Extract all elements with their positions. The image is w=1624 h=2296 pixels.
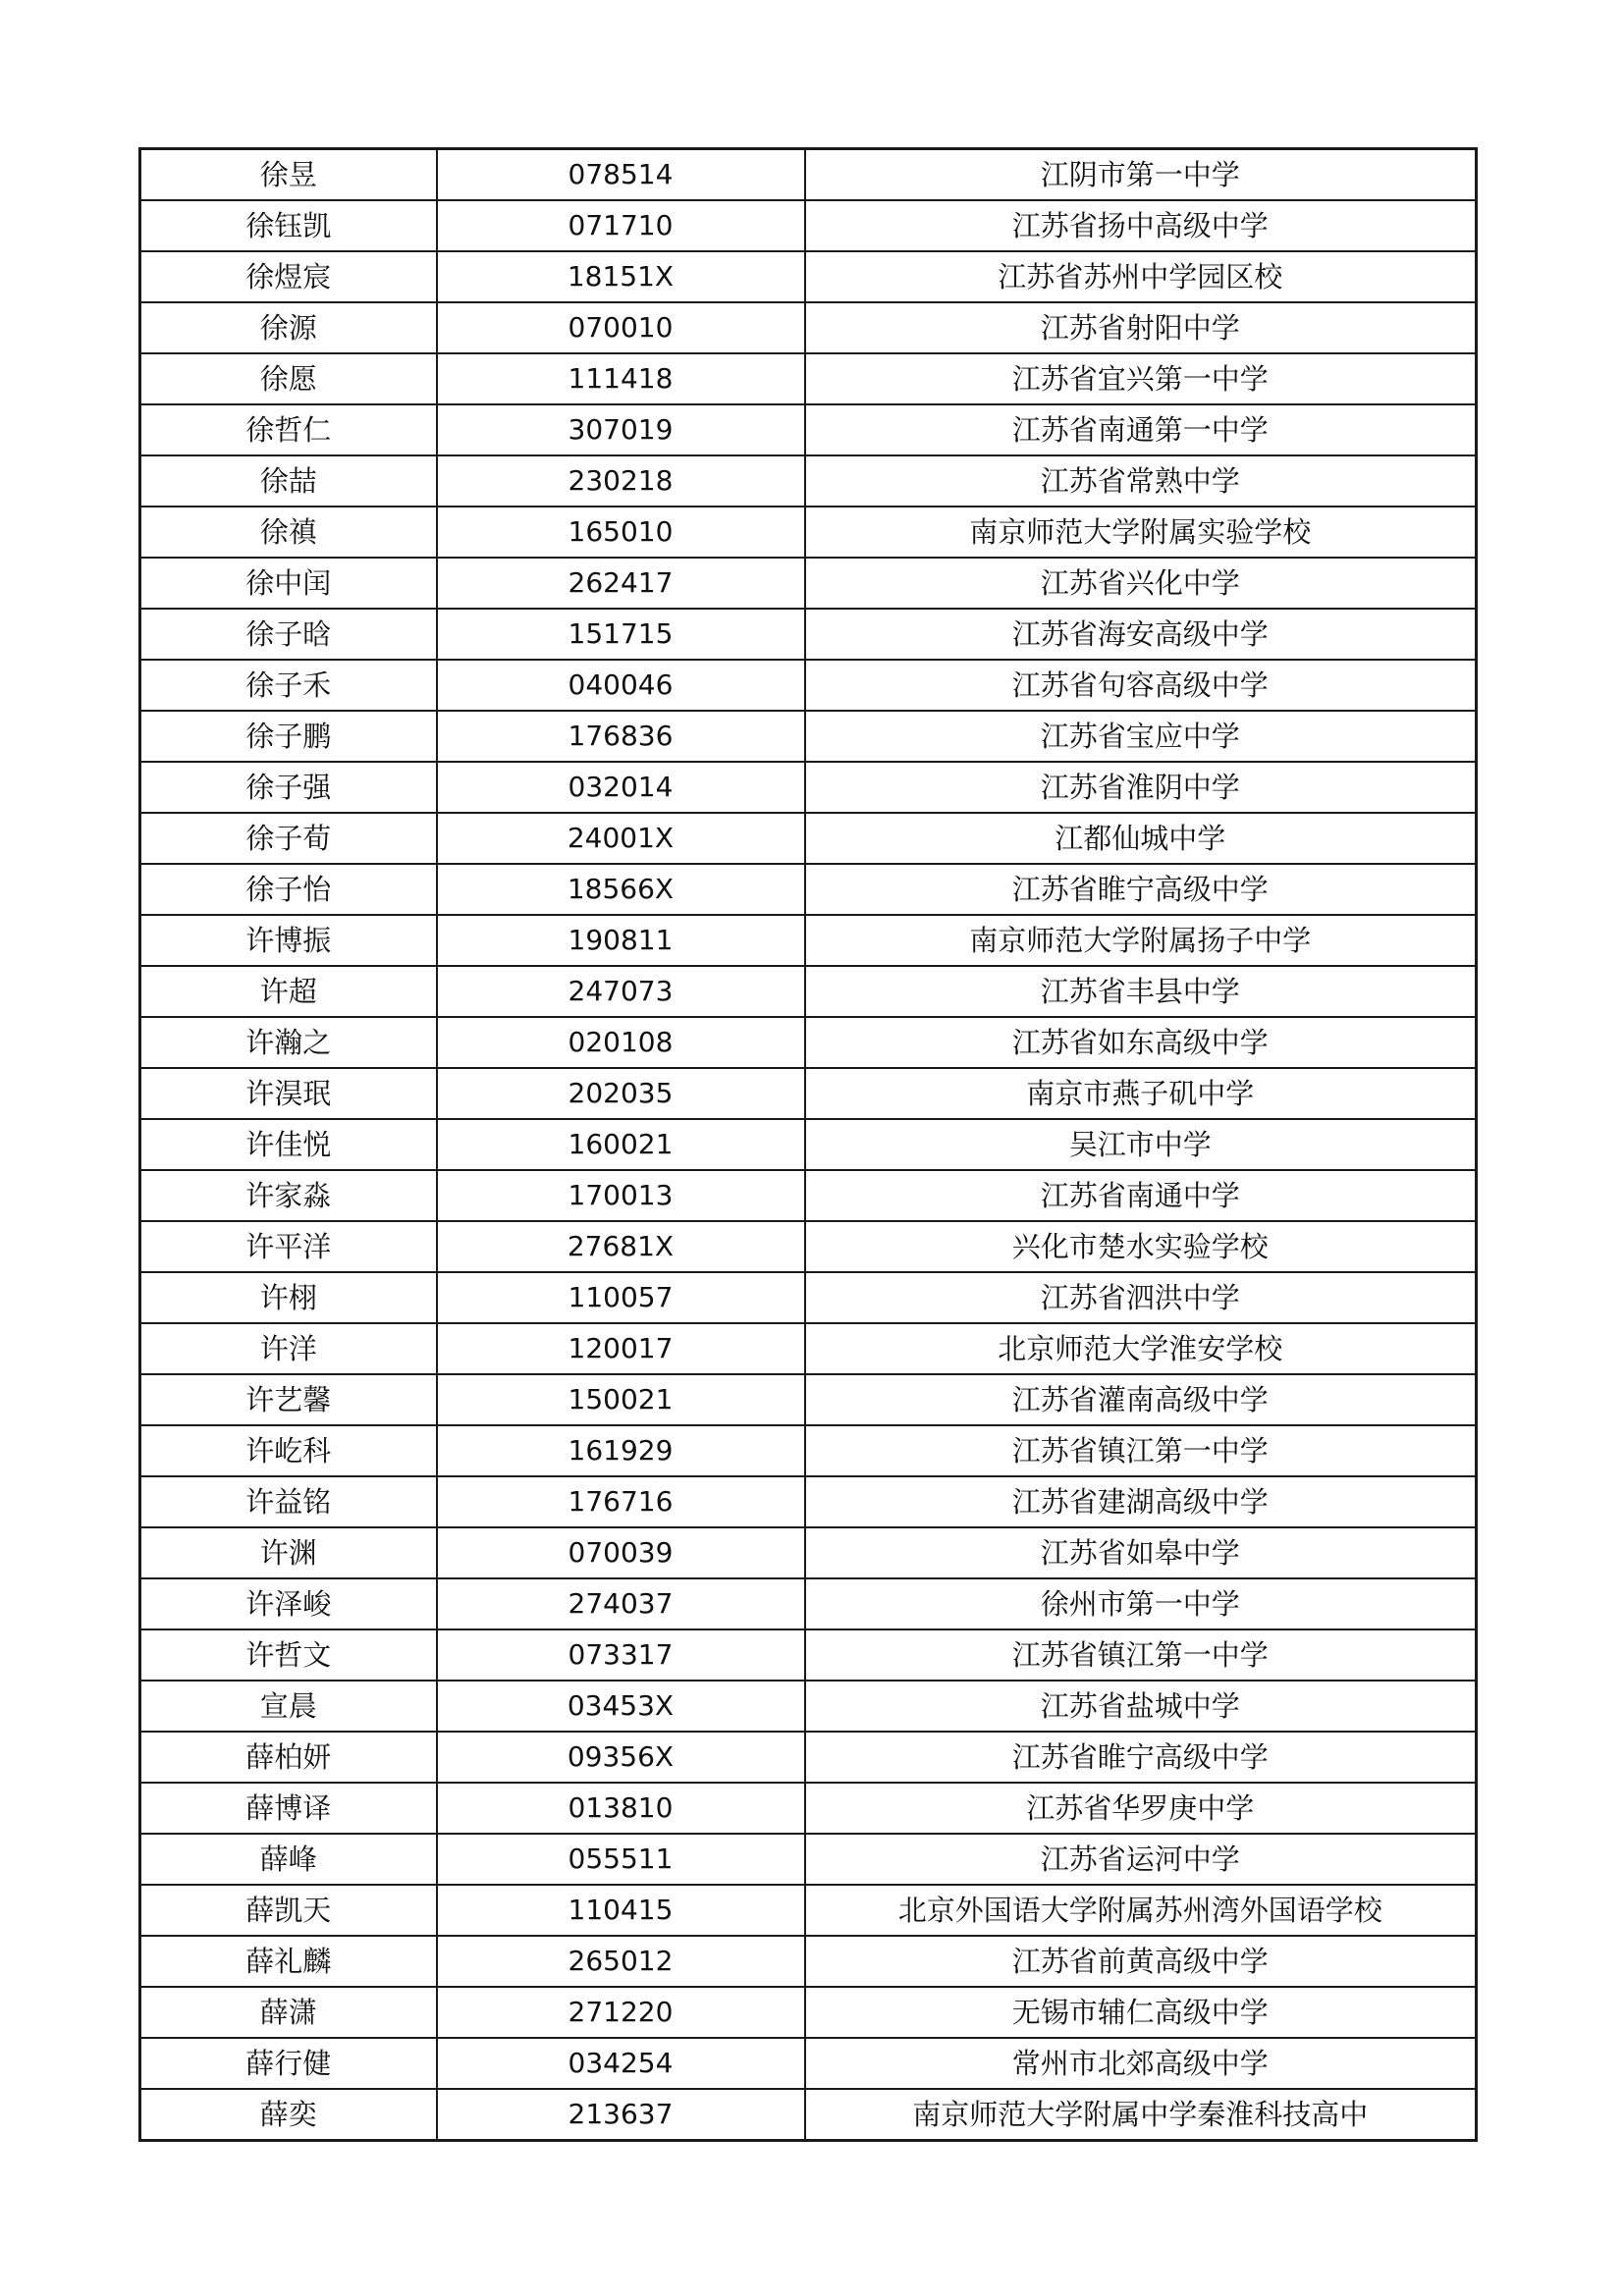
student-id-cell: 190811 (437, 915, 805, 966)
table-row (140, 1936, 1477, 1987)
student-id-cell: 020108 (437, 1017, 805, 1068)
table-row (140, 711, 1477, 762)
school-name-cell: 常州市北郊高级中学 (805, 2038, 1477, 2089)
school-name-cell: 江苏省镇江第一中学 (805, 1629, 1477, 1681)
table-row (140, 1323, 1477, 1374)
student-name-cell: 徐中闰 (140, 558, 437, 609)
student-name-cell: 徐子强 (140, 762, 437, 813)
table-row (140, 404, 1477, 455)
table-row (140, 762, 1477, 813)
student-id-cell: 09356X (437, 1732, 805, 1783)
student-name-cell: 徐子怡 (140, 864, 437, 915)
table-row (140, 1783, 1477, 1834)
student-name-cell: 徐子鹏 (140, 711, 437, 762)
school-name-cell: 江苏省建湖高级中学 (805, 1476, 1477, 1527)
table-row (140, 1885, 1477, 1936)
school-name-cell: 兴化市楚水实验学校 (805, 1221, 1477, 1272)
student-name-cell: 徐昱 (140, 149, 437, 201)
school-name-cell: 江苏省宜兴第一中学 (805, 353, 1477, 404)
table-row (140, 1221, 1477, 1272)
student-name-cell: 薛凯天 (140, 1885, 437, 1936)
student-id-cell: 27681X (437, 1221, 805, 1272)
student-id-cell: 120017 (437, 1323, 805, 1374)
school-name-cell: 南京师范大学附属中学秦淮科技高中 (805, 2089, 1477, 2141)
student-name-cell: 徐哲仁 (140, 404, 437, 455)
student-name-cell: 薛博译 (140, 1783, 437, 1834)
school-name-cell: 北京师范大学淮安学校 (805, 1323, 1477, 1374)
school-name-cell: 江苏省盐城中学 (805, 1681, 1477, 1732)
student-name-cell: 薛行健 (140, 2038, 437, 2089)
student-name-cell: 徐子禾 (140, 660, 437, 711)
school-name-cell: 江苏省扬中高级中学 (805, 200, 1477, 251)
student-id-cell: 070039 (437, 1527, 805, 1578)
student-name-cell: 许瀚之 (140, 1017, 437, 1068)
table-row (140, 1732, 1477, 1783)
table-row (140, 149, 1477, 201)
school-name-cell: 江苏省南通中学 (805, 1170, 1477, 1221)
school-name-cell: 南京师范大学附属实验学校 (805, 507, 1477, 558)
table-row (140, 1527, 1477, 1578)
student-id-cell: 032014 (437, 762, 805, 813)
school-name-cell: 徐州市第一中学 (805, 1578, 1477, 1629)
student-name-cell: 许益铭 (140, 1476, 437, 1527)
table-row (140, 200, 1477, 251)
school-name-cell: 江苏省灌南高级中学 (805, 1374, 1477, 1425)
student-name-cell: 徐子荀 (140, 813, 437, 864)
student-name-cell: 许家淼 (140, 1170, 437, 1221)
table-row (140, 353, 1477, 404)
school-name-cell: 江苏省睢宁高级中学 (805, 864, 1477, 915)
student-id-cell: 24001X (437, 813, 805, 864)
school-name-cell: 江苏省海安高级中学 (805, 609, 1477, 660)
table-row (140, 1425, 1477, 1476)
table-row (140, 1119, 1477, 1170)
student-id-cell: 111418 (437, 353, 805, 404)
student-name-cell: 许栩 (140, 1272, 437, 1323)
student-name-cell: 薛柏妍 (140, 1732, 437, 1783)
table-row (140, 2089, 1477, 2141)
student-name-cell: 薛潇 (140, 1987, 437, 2038)
school-name-cell: 无锡市辅仁高级中学 (805, 1987, 1477, 2038)
school-name-cell: 江苏省如东高级中学 (805, 1017, 1477, 1068)
student-id-cell: 073317 (437, 1629, 805, 1681)
student-id-cell: 271220 (437, 1987, 805, 2038)
student-id-cell: 161929 (437, 1425, 805, 1476)
student-id-cell: 18151X (437, 251, 805, 302)
student-id-cell: 230218 (437, 455, 805, 507)
student-id-cell: 013810 (437, 1783, 805, 1834)
student-name-cell: 薛峰 (140, 1834, 437, 1885)
student-id-cell: 055511 (437, 1834, 805, 1885)
school-name-cell: 南京师范大学附属扬子中学 (805, 915, 1477, 966)
student-id-cell: 165010 (437, 507, 805, 558)
roster-table (138, 147, 1478, 2142)
student-id-cell: 110415 (437, 1885, 805, 1936)
student-id-cell: 078514 (437, 149, 805, 201)
table-row (140, 609, 1477, 660)
school-name-cell: 江苏省睢宁高级中学 (805, 1732, 1477, 1783)
table-row (140, 2038, 1477, 2089)
student-id-cell: 18566X (437, 864, 805, 915)
table-row (140, 864, 1477, 915)
student-id-cell: 03453X (437, 1681, 805, 1732)
school-name-cell: 吴江市中学 (805, 1119, 1477, 1170)
school-name-cell: 江苏省丰县中学 (805, 966, 1477, 1017)
school-name-cell: 江苏省射阳中学 (805, 302, 1477, 353)
student-id-cell: 202035 (437, 1068, 805, 1119)
table-row (140, 1629, 1477, 1681)
table-row (140, 1476, 1477, 1527)
school-name-cell: 江苏省淮阴中学 (805, 762, 1477, 813)
school-name-cell: 北京外国语大学附属苏州湾外国语学校 (805, 1885, 1477, 1936)
table-row (140, 1068, 1477, 1119)
student-id-cell: 110057 (437, 1272, 805, 1323)
student-name-cell: 薛奕 (140, 2089, 437, 2141)
table-row (140, 1272, 1477, 1323)
table-row (140, 813, 1477, 864)
student-name-cell: 许洋 (140, 1323, 437, 1374)
school-name-cell: 江苏省句容高级中学 (805, 660, 1477, 711)
school-name-cell: 江苏省苏州中学园区校 (805, 251, 1477, 302)
table-row (140, 915, 1477, 966)
table-row (140, 558, 1477, 609)
table-row (140, 1987, 1477, 2038)
school-name-cell: 江苏省如皋中学 (805, 1527, 1477, 1578)
student-name-cell: 许淏珉 (140, 1068, 437, 1119)
student-name-cell: 许平洋 (140, 1221, 437, 1272)
table-row (140, 1681, 1477, 1732)
student-id-cell: 176716 (437, 1476, 805, 1527)
table-row (140, 1017, 1477, 1068)
student-name-cell: 许佳悦 (140, 1119, 437, 1170)
school-name-cell: 江苏省宝应中学 (805, 711, 1477, 762)
student-id-cell: 034254 (437, 2038, 805, 2089)
student-id-cell: 070010 (437, 302, 805, 353)
student-name-cell: 许屹科 (140, 1425, 437, 1476)
student-id-cell: 160021 (437, 1119, 805, 1170)
student-id-cell: 274037 (437, 1578, 805, 1629)
school-name-cell: 江苏省华罗庚中学 (805, 1783, 1477, 1834)
student-name-cell: 徐喆 (140, 455, 437, 507)
table-row (140, 966, 1477, 1017)
student-name-cell: 徐源 (140, 302, 437, 353)
table-row (140, 251, 1477, 302)
student-id-cell: 213637 (437, 2089, 805, 2141)
student-name-cell: 许博振 (140, 915, 437, 966)
student-name-cell: 薛礼麟 (140, 1936, 437, 1987)
table-row (140, 1834, 1477, 1885)
student-id-cell: 307019 (437, 404, 805, 455)
school-name-cell: 江都仙城中学 (805, 813, 1477, 864)
student-id-cell: 176836 (437, 711, 805, 762)
table-row (140, 507, 1477, 558)
student-name-cell: 许艺馨 (140, 1374, 437, 1425)
student-id-cell: 170013 (437, 1170, 805, 1221)
student-name-cell: 许哲文 (140, 1629, 437, 1681)
student-name-cell: 许超 (140, 966, 437, 1017)
student-id-cell: 262417 (437, 558, 805, 609)
student-id-cell: 071710 (437, 200, 805, 251)
student-id-cell: 265012 (437, 1936, 805, 1987)
school-name-cell: 江苏省镇江第一中学 (805, 1425, 1477, 1476)
school-name-cell: 江苏省南通第一中学 (805, 404, 1477, 455)
student-name-cell: 宣晨 (140, 1681, 437, 1732)
table-row (140, 1578, 1477, 1629)
student-name-cell: 徐禛 (140, 507, 437, 558)
student-name-cell: 徐愿 (140, 353, 437, 404)
student-name-cell: 徐煜宸 (140, 251, 437, 302)
school-name-cell: 江苏省常熟中学 (805, 455, 1477, 507)
table-row (140, 1374, 1477, 1425)
student-id-cell: 040046 (437, 660, 805, 711)
school-name-cell: 江阴市第一中学 (805, 149, 1477, 201)
student-name-cell: 徐钰凯 (140, 200, 437, 251)
student-name-cell: 许渊 (140, 1527, 437, 1578)
school-name-cell: 江苏省泗洪中学 (805, 1272, 1477, 1323)
roster-table-body (140, 149, 1477, 2141)
student-id-cell: 247073 (437, 966, 805, 1017)
table-row (140, 660, 1477, 711)
school-name-cell: 江苏省兴化中学 (805, 558, 1477, 609)
table-row (140, 1170, 1477, 1221)
school-name-cell: 江苏省前黄高级中学 (805, 1936, 1477, 1987)
student-name-cell: 徐子晗 (140, 609, 437, 660)
school-name-cell: 江苏省运河中学 (805, 1834, 1477, 1885)
school-name-cell: 南京市燕子矶中学 (805, 1068, 1477, 1119)
student-id-cell: 151715 (437, 609, 805, 660)
student-id-cell: 150021 (437, 1374, 805, 1425)
table-row (140, 302, 1477, 353)
student-name-cell: 许泽峻 (140, 1578, 437, 1629)
table-row (140, 455, 1477, 507)
